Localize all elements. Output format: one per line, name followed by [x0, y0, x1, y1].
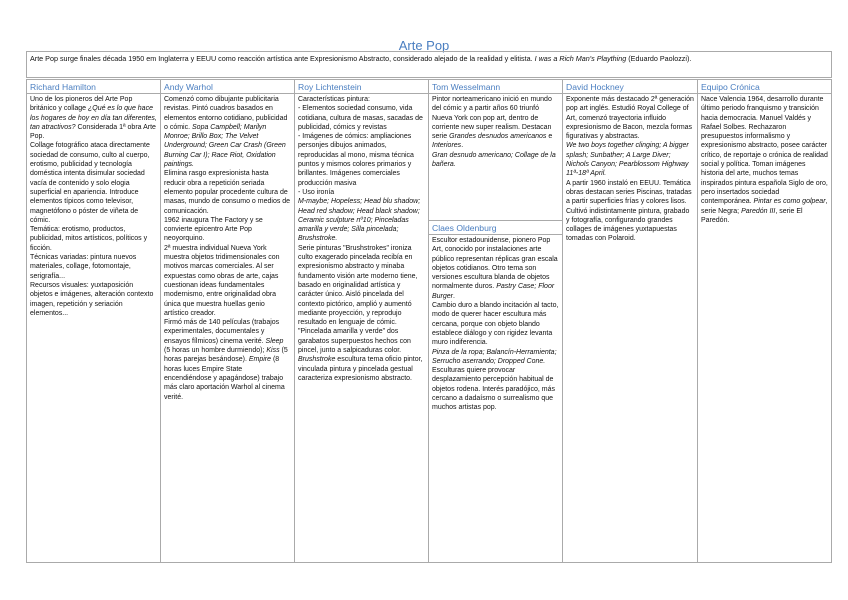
column-roy-lichtenstein — [295, 80, 429, 562]
italic-text: Paredón III — [741, 207, 776, 215]
text: Elimina rasgo expresionista hasta reducir obra a repetición seriada elemento popular procedente cultura de masas, mundo de consumo o medios de comunicación. — [164, 170, 291, 215]
text: , serie Negra; — [701, 198, 828, 215]
paragraph — [298, 188, 425, 197]
text: Serie pinturas "Brushstrokes" ironiza culto exagerado pincelada recibía en expresionismo abstracto y minaba fundamento visión arte moderno tiene, basado en originalidad artística y carácter único. Aisló pincelada del contexto pictórico, amplió y aumentó mediante proyección, y reprodujo resultado en lenguaje de cómic. "Pincelada amarilla y verde" dos garabatos superpuestos hechos con pincel, junto a salpicaduras color. — [298, 244, 418, 355]
column-header: Tom Wesselmann — [429, 80, 562, 94]
paragraph — [566, 95, 694, 141]
italic-text: ¿Qué es lo que hace los hogares de hoy en día tan diferentes, tan atractivos? — [30, 105, 157, 131]
text: Características pintura: — [298, 96, 370, 103]
italic-text: Pastry Case; Floor Burger — [432, 283, 555, 300]
paragraph — [298, 104, 425, 132]
paragraph — [30, 253, 157, 281]
text: - Uso ironía — [298, 188, 335, 196]
text: , serie El Paredón. — [701, 207, 803, 224]
column-richard-hamilton — [27, 80, 161, 562]
intro-end: (Eduardo Paolozzi). — [626, 54, 692, 63]
paragraph — [432, 301, 559, 347]
text: Uno de los pioneros del Arte Pop británico y collage — [30, 96, 133, 113]
text: e — [546, 133, 553, 141]
text: Técnicas variadas: pintura nuevos materiales, collage, fotomontaje, serigrafía... — [30, 254, 137, 280]
paragraph — [164, 169, 291, 215]
paragraph — [30, 95, 157, 141]
text: Considerada 1ª obra Arte Pop. — [30, 123, 156, 141]
italic-text: Kiss — [266, 347, 280, 355]
text: (8 horas luces Empire State encendiéndose y apagándose) trabajo más claro aportación Warhol al cinema verité. — [164, 356, 285, 401]
paragraph — [432, 95, 559, 151]
italic-text: M-maybe; Hopeless; Head blu shadow; Head red shadow; Head black shadow; Ceramic sculpture nº10; Pinceladas amarilla y verde; Silla pincelada; Brushstroke. — [298, 198, 421, 243]
column-body — [429, 235, 562, 414]
text: Temática: erotismo, productos, publicidad, mitos artísticos, políticos y ficción. — [30, 226, 148, 252]
intro-italic: I was a Rich Man's Plaything — [534, 54, 627, 63]
text: Firmó más de 140 películas (trabajos experimentales, documentales y ensayos fílmicos) cinema verité. — [164, 319, 280, 345]
column-header: Roy Lichtenstein — [295, 80, 428, 94]
artists-table — [26, 79, 832, 563]
paragraph — [298, 132, 425, 188]
text: Exponente más destacado 2ª generación pop art inglés. Estudió Royal College of Art, comenzó trayectoria influido expresionismo de Bacon, mezcla formas figurativas y abstractas. — [566, 96, 694, 141]
page-title: Arte Pop — [398, 38, 450, 53]
text: 1962 inaugura The Factory y se convierte epicentro Arte Pop neoyorquino. — [164, 216, 263, 243]
text: Comenzó como dibujante publicitaria revistas. Pintó cuadros basados en elementos entorno cotidiano, publicidad o cómic. — [164, 96, 288, 131]
text: Escultor estadounidense, pionero Pop Art, conocido por instalaciones arte público representan réplicas gran escala objetos cotidianos. Otro tema son versiones escultura blanda de objetos normalmente duros. — [432, 237, 558, 291]
text: escultura tema oficio pintor, vinculada pintura y pincelada gestual caracteriza expresionismo abstracto. — [298, 356, 423, 382]
italic-text: Sleep — [265, 337, 284, 345]
paragraph — [432, 236, 559, 301]
text: (5 horas parejas besándose). — [164, 347, 288, 364]
text: Collage fotográfico ataca directamente sociedad de consumo, culto al cuerpo, erotismo, publicidad y tecnología doméstica intenta disimular sociedad vacía de contenido y solo elogia superficial en apariencia. Introduce elementos típicos como televisor, magnetófono o póster de viñeta de cómic. — [30, 142, 150, 224]
text: - Elementos sociedad consumo, vida cotidiana, cultura de masas, sacadas de publicidad, cómics y revistas — [298, 105, 423, 131]
text: - Imágenes de cómics: ampliaciones personjes dibujos animados, reproducidas al mono, misma técnica puntos y mismos colores primarios y brillantes. Imágenes comerciales producción masiva — [298, 133, 414, 187]
text: . — [461, 142, 464, 150]
italic-text: Pinza de la ropa; Balancín-Herramienta; Serrucho aserrando; Dropped Cone. — [432, 348, 557, 365]
intro-box — [26, 51, 832, 78]
column-header: Andy Warhol — [161, 80, 294, 94]
italic-text: Empire — [248, 356, 272, 364]
text: Cultivó indistintamente pintura, grabado y fotografía, configurando grandes collages de imágenes yuxtapuestas tomadas con Polaroid. — [566, 207, 690, 243]
paragraph — [30, 225, 157, 253]
text: Recursos visuales: yuxtaposición objetos e imágenes, alteración contexto imagen, repetición y seriación elementos... — [30, 281, 154, 317]
paragraph — [164, 318, 291, 402]
column-andy-warhol — [161, 80, 295, 562]
paragraph — [566, 141, 694, 178]
italic-text: Interiores — [432, 142, 462, 150]
italic-text: Grandes desnudos americanos — [449, 133, 547, 141]
column-header: David Hockney — [563, 80, 697, 94]
text: Pintor norteamericano inició en mundo del cómic y a partir años 60 triunfó Nueva York con pop art, dentro de corriente new super realism. Destacan serie — [432, 96, 552, 141]
paragraph — [566, 207, 694, 244]
paragraph — [432, 366, 559, 412]
text: . — [453, 292, 455, 300]
column-header: Claes Oldenburg — [429, 221, 562, 235]
paragraph — [298, 95, 425, 104]
paragraph — [164, 95, 291, 169]
paragraph — [701, 95, 828, 225]
paragraph — [432, 348, 559, 367]
column-equipo-cronica — [698, 80, 831, 562]
column-body — [27, 94, 160, 319]
paragraph — [30, 281, 157, 318]
paragraph — [298, 244, 425, 356]
subsection-claes-oldenburg — [429, 220, 562, 414]
column-tom-wesselmann — [429, 80, 563, 562]
italic-text: Brushstroke — [298, 356, 336, 364]
paragraph — [298, 197, 425, 243]
column-body — [429, 94, 562, 170]
text: A partir 1960 instaló en EEUU. Temática obras destacan series Piscinas, tratadas a partir superficies frías y colores lisos. — [566, 179, 692, 206]
paragraph — [298, 355, 425, 383]
paragraph — [164, 244, 291, 318]
intro-text: Arte Pop surge finales década 1950 em Inglaterra y EEUU como reacción artística ante Expresionismo Abstracto, considerado alejado de la realidad y elitista. — [30, 54, 535, 63]
column-header: Equipo Crónica — [698, 80, 831, 94]
column-body — [698, 94, 831, 226]
column-david-hockney — [563, 80, 698, 562]
italic-text: Sopa Campbell; Marilyn Monroe; Brillo Box; The Velvet Underground; Green Car Crash (Green Burning Car I); Race Riot, Oxidation paintings. — [164, 123, 286, 169]
paragraph — [30, 141, 157, 225]
text: Esculturas quiere provocar desplazamiento percepción habitual de objetos rodena. Interés paradójico, más cercano a dadaísmo o surrealismo que muchos artistas pop. — [432, 367, 555, 412]
text: (5 horas un hombre durmiendo); — [164, 347, 267, 355]
column-body — [563, 94, 697, 245]
column-body — [295, 94, 428, 384]
text: Cambio duro a blando incitación al tacto, modo de querer hacer escultura más cercana, porque con objeto blando establece diálogo y con rigidez levanta muro indiferencia. — [432, 302, 559, 347]
column-header: Richard Hamilton — [27, 80, 160, 94]
italic-text: Gran desnudo americano; Collage de la bañera. — [432, 151, 556, 169]
paragraph — [164, 216, 291, 244]
paragraph — [566, 179, 694, 207]
column-body — [161, 94, 294, 403]
italic-text: Pintar es como golpear — [753, 198, 826, 206]
paragraph — [432, 151, 559, 170]
italic-text: We two boys together clinging; A bigger splash; Sunbather; A Large Diver; Nichols Canyon; Pearblossom Highway 11ª-18ª April. — [566, 142, 689, 178]
text: 2ª muestra individual Nueva York muestra objetos tridimensionales con motivos marcas comerciales. Al ser expuestas como obras de arte, cajas cuestionan ideas fundamentales modernismo, entre originalidad obra única que muestra huellas genio artístico creador. — [164, 244, 280, 317]
text: Nace Valencia 1964, desarrollo durante último periodo franquismo y transición hacia democracia. Manuel Valdés y Rafael Solbes. Rechazaron presupuestos informalismo y expresionismo abstracto, posee carácter crítico, de reportaje o crónica de realidad social y política. Toman imágenes historia del arte, muchos temas inspirados pintura española Siglo de oro, pero insertados sociedad contemporánea. — [701, 96, 828, 206]
